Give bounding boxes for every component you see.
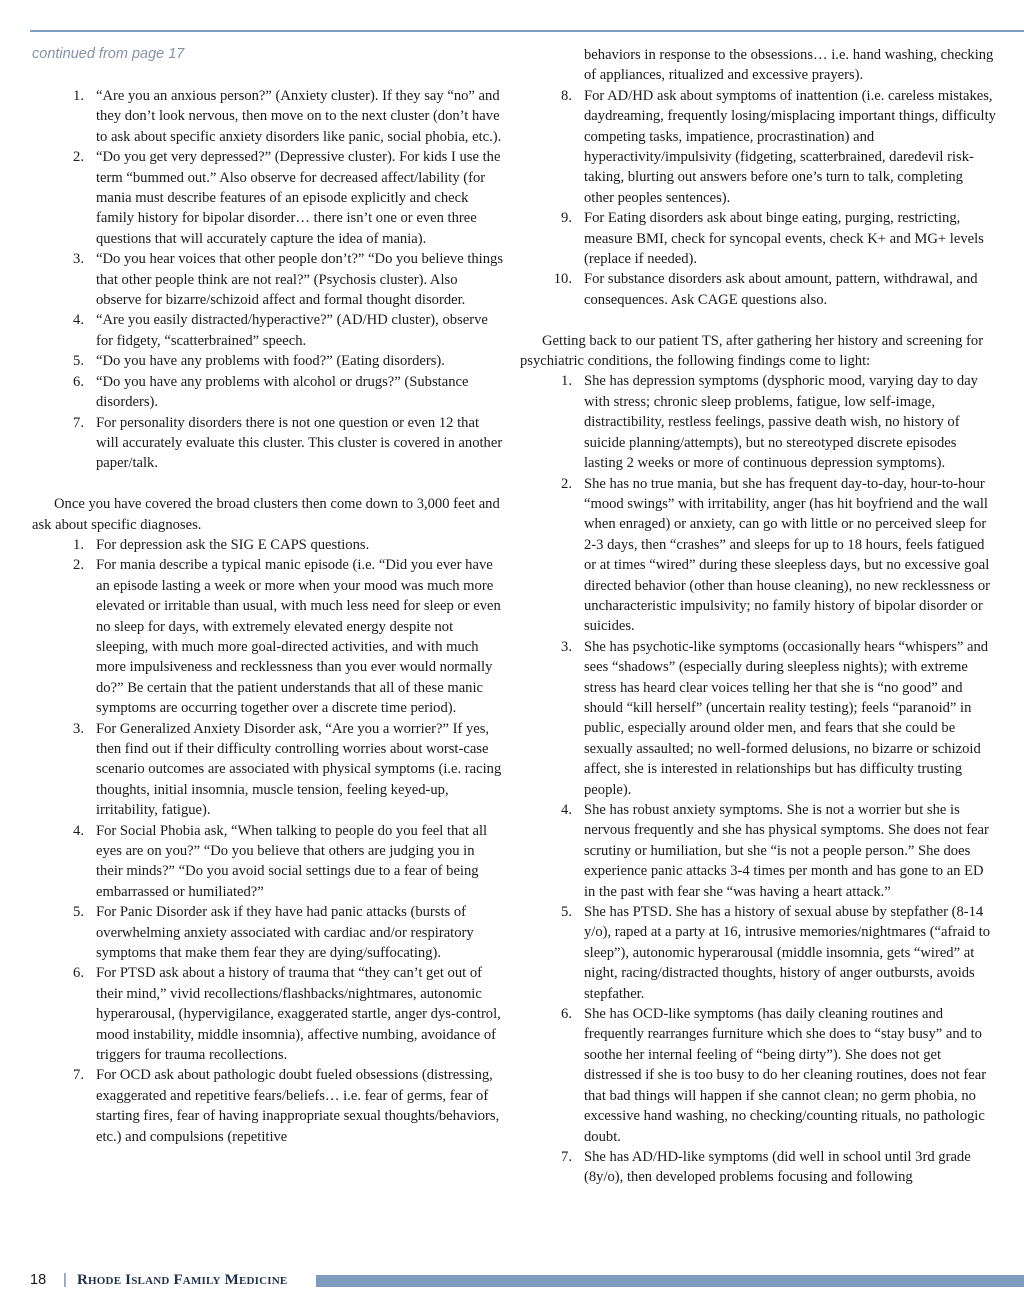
left-column xyxy=(32,86,504,1147)
list-item: 5. For Panic Disorder ask if they have had panic attacks (bursts of overwhelming anxiety associated with cardiac and/or respiratory symptoms that make them fear they are dying/suffocating). xyxy=(73,904,474,962)
page-footer xyxy=(30,1272,1024,1290)
list-item: 5. She has PTSD. She has a history of sexual abuse by stepfather (8-14 y/o), raped at a party at 16, intrusive memories/nightmares (“afraid to sleep”), autonomic hyperarousal (middle insomnia, gets “wired” at night, racing/distracted thoughts, history of anger outbursts, avoids stepfather. xyxy=(561,904,991,1002)
list-item: 3. For Generalized Anxiety Disorder ask, “Are you a worrier?” If yes, then find out if their difficulty controlling worries about worst-case scenario outcomes are associated with physical symptoms (i.e. racing thoughts, initial insomnia, muscle tension, feeling keyed-up, irritability, fatigue). xyxy=(73,720,502,819)
continued-note: continued from page 17 xyxy=(32,46,185,62)
footer-bar xyxy=(316,1275,1024,1287)
top-rule xyxy=(30,30,1024,32)
list-item: 9. For Eating disorders ask about binge eating, purging, restricting, measure BMI, check for syncopal events, check K+ and MG+ levels (replace if needed). xyxy=(561,210,984,268)
list-item: 6. For PTSD ask about a history of trauma that “they can’t get out of their mind,” vivid recollections/flashbacks/nightmares, autonomic hyperarousal, (hypervigilance, exaggerated startle, anger dys-control, mood instability, middle insomnia), affective numbing, avoidance of triggers for trauma recollections. xyxy=(73,965,501,1064)
list-item: 7. She has AD/HD-like symptoms (did well in school until 3rd grade (8y/o), then developed problems focusing and following xyxy=(561,1148,971,1186)
list-item: 6. She has OCD-like symptoms (has daily cleaning routines and frequently rearranges furniture which she does to “stay busy” and to soothe her internal feeling of “being dirty”). She does not get distressed if she is too busy to do her cleaning routines, does not fear that bad things will happen if she cannot clean; no germ phobia, no excessive hand washing, no checking/counting rituals, no pathologic doubt. xyxy=(561,1006,987,1145)
magazine-title: Rhode Island Family Medicine xyxy=(77,1272,288,1288)
list-item: 3. She has psychotic-like symptoms (occasionally hears “whispers” and sees “shadows” (especially during sleepless nights); with extreme stress has heard clear voices telling her that she is “no good” and should “kill herself” (uncertain reality testing); feels “paranoid” in public, especially around older men, and fears that she could be sexually assaulted; no well-formed delusions, no bizarre or schizoid affect, she is interested in relationships but has difficulty trusting people). xyxy=(561,638,989,798)
list-item: 4. “Are you easily distracted/hyperactive?” (AD/HD cluster), observe for fidgety, “scatterbrained” speech. xyxy=(73,312,488,349)
list-item: 1. For depression ask the SIG E CAPS questions. xyxy=(73,536,370,553)
continued-list-text: behaviors in response to the obsessions… i.e. hand washing, checking of appliances, ritualized and excessive prayers). xyxy=(584,47,994,84)
screening-questions-list xyxy=(32,86,504,474)
list-item: 7. For OCD ask about pathologic doubt fueled obsessions (distressing, exaggerated and repetitive fears/beliefs… i.e. fear of germs, fear of starting fires, fear of having inappropriate sexual thoughts/behaviors, etc.) and compulsions (repetitive xyxy=(73,1067,500,1145)
patient-findings-list xyxy=(520,371,996,1187)
right-column xyxy=(520,45,996,1188)
list-item: 2. “Do you get very depressed?” (Depressive cluster). For kids I use the term “bummed out.” Also observe for decreased affect/lability (for mania must describe features of an episode explicitly and check family history for bipolar disorder… there isn’t one or even three questions that will accurately capture the idea of mania). xyxy=(73,149,501,247)
list-item: 8. For AD/HD ask about symptoms of inattention (i.e. careless mistakes, daydreaming, frequently losing/misplacing important things, difficulty competing tasks, impatience, procrastination) and hyperactivity/impulsivity (fidgeting, scatterbrained, daredevil risk-taking, blurting out answers before one’s turn to talk, completing other peoples sentences). xyxy=(561,87,996,206)
list-item: 2. She has no true mania, but she has frequent day-to-day, hour-to-hour “mood swings” with irritability, anger (has hit boyfriend and the wall when enraged) or anxiety, can go with little or no perceived sleep for 2-3 days, then “crashes” and sleeps for up to 18 hours, feels fatigued or at times “wired” during these sleepless days, but no excessive goal directed behavior (other than house cleaning), no new recklessness or uncharacteristic impulsivity; no family history of bipolar disorder or suicides. xyxy=(561,475,991,635)
list-item: 4. She has robust anxiety symptoms. She is not a worrier but she is nervous frequently and she has physical symptoms. She does not fear scrutiny or humiliation, but she “is not a people person.” She does experience panic attacks 3-4 times per month and has gone to an ED in the past with fear she “was having a heart attack.” xyxy=(561,802,989,900)
body-paragraph: Once you have covered the broad clusters then come down to 3,000 feet and ask about specific diagnoses. xyxy=(32,496,500,533)
list-item: 1. She has depression symptoms (dysphoric mood, varying day to day with stress; chronic sleep problems, fatigue, low self-image, distractibility, restless feelings, passive death wish, no history of suicide planning/attempts), but no stereotyped discrete episodes lasting 2 weeks or more of continuous depression symptoms). xyxy=(561,373,978,472)
list-item: 10. For substance disorders ask about amount, pattern, withdrawal, and consequences. Ask CAGE questions also. xyxy=(553,271,978,308)
list-item: 7. For personality disorders there is not one question or even 12 that will accurately evaluate this cluster. This cluster is covered in another paper/talk. xyxy=(73,414,503,472)
body-paragraph: Getting back to our patient TS, after gathering her history and screening for psychiatric conditions, the following findings come to light: xyxy=(520,332,984,370)
list-item: 3. “Do you hear voices that other people don’t?” “Do you believe things that other people think are not real?” (Psychosis cluster). Also observe for bizarre/schizoid affect and formal thought disorder. xyxy=(73,251,504,309)
specific-diagnoses-list-continued xyxy=(520,86,996,310)
list-item: 1. “Are you an anxious person?” (Anxiety cluster). If they say “no” and they don’t look nervous, then move on to the next cluster (don’t have to ask about specific anxiety disorders like panic, social phobia, etc.). xyxy=(73,88,502,145)
list-item: 4. For Social Phobia ask, “When talking to people do you feel that all eyes are on you?” “Do you believe that others are judging you in their minds?” “Do you avoid social settings due to a fear of being embarrassed or humiliated?” xyxy=(73,822,488,900)
list-item: 2. For mania describe a typical manic episode (i.e. “Did you ever have an episode lasting a week or more when your mood was much more elevated or irritable than usual, with much less need for sleep or even no sleep for days, with extremely elevated energy despite not sleeping, with much more goal-directed activities, and with much more impulsiveness and recklessness than you ever would normally do?” Be certain that the patient understands that all of these manic symptoms are occurring together over a discrete time period). xyxy=(73,557,501,717)
list-item: 5. “Do you have any problems with food?” (Eating disorders). xyxy=(73,353,445,370)
list-item: 6. “Do you have any problems with alcohol or drugs?” (Substance disorders). xyxy=(73,373,469,411)
page-number: 18 xyxy=(30,1272,47,1288)
specific-diagnoses-list xyxy=(32,535,504,1147)
footer-separator: | xyxy=(63,1271,67,1288)
